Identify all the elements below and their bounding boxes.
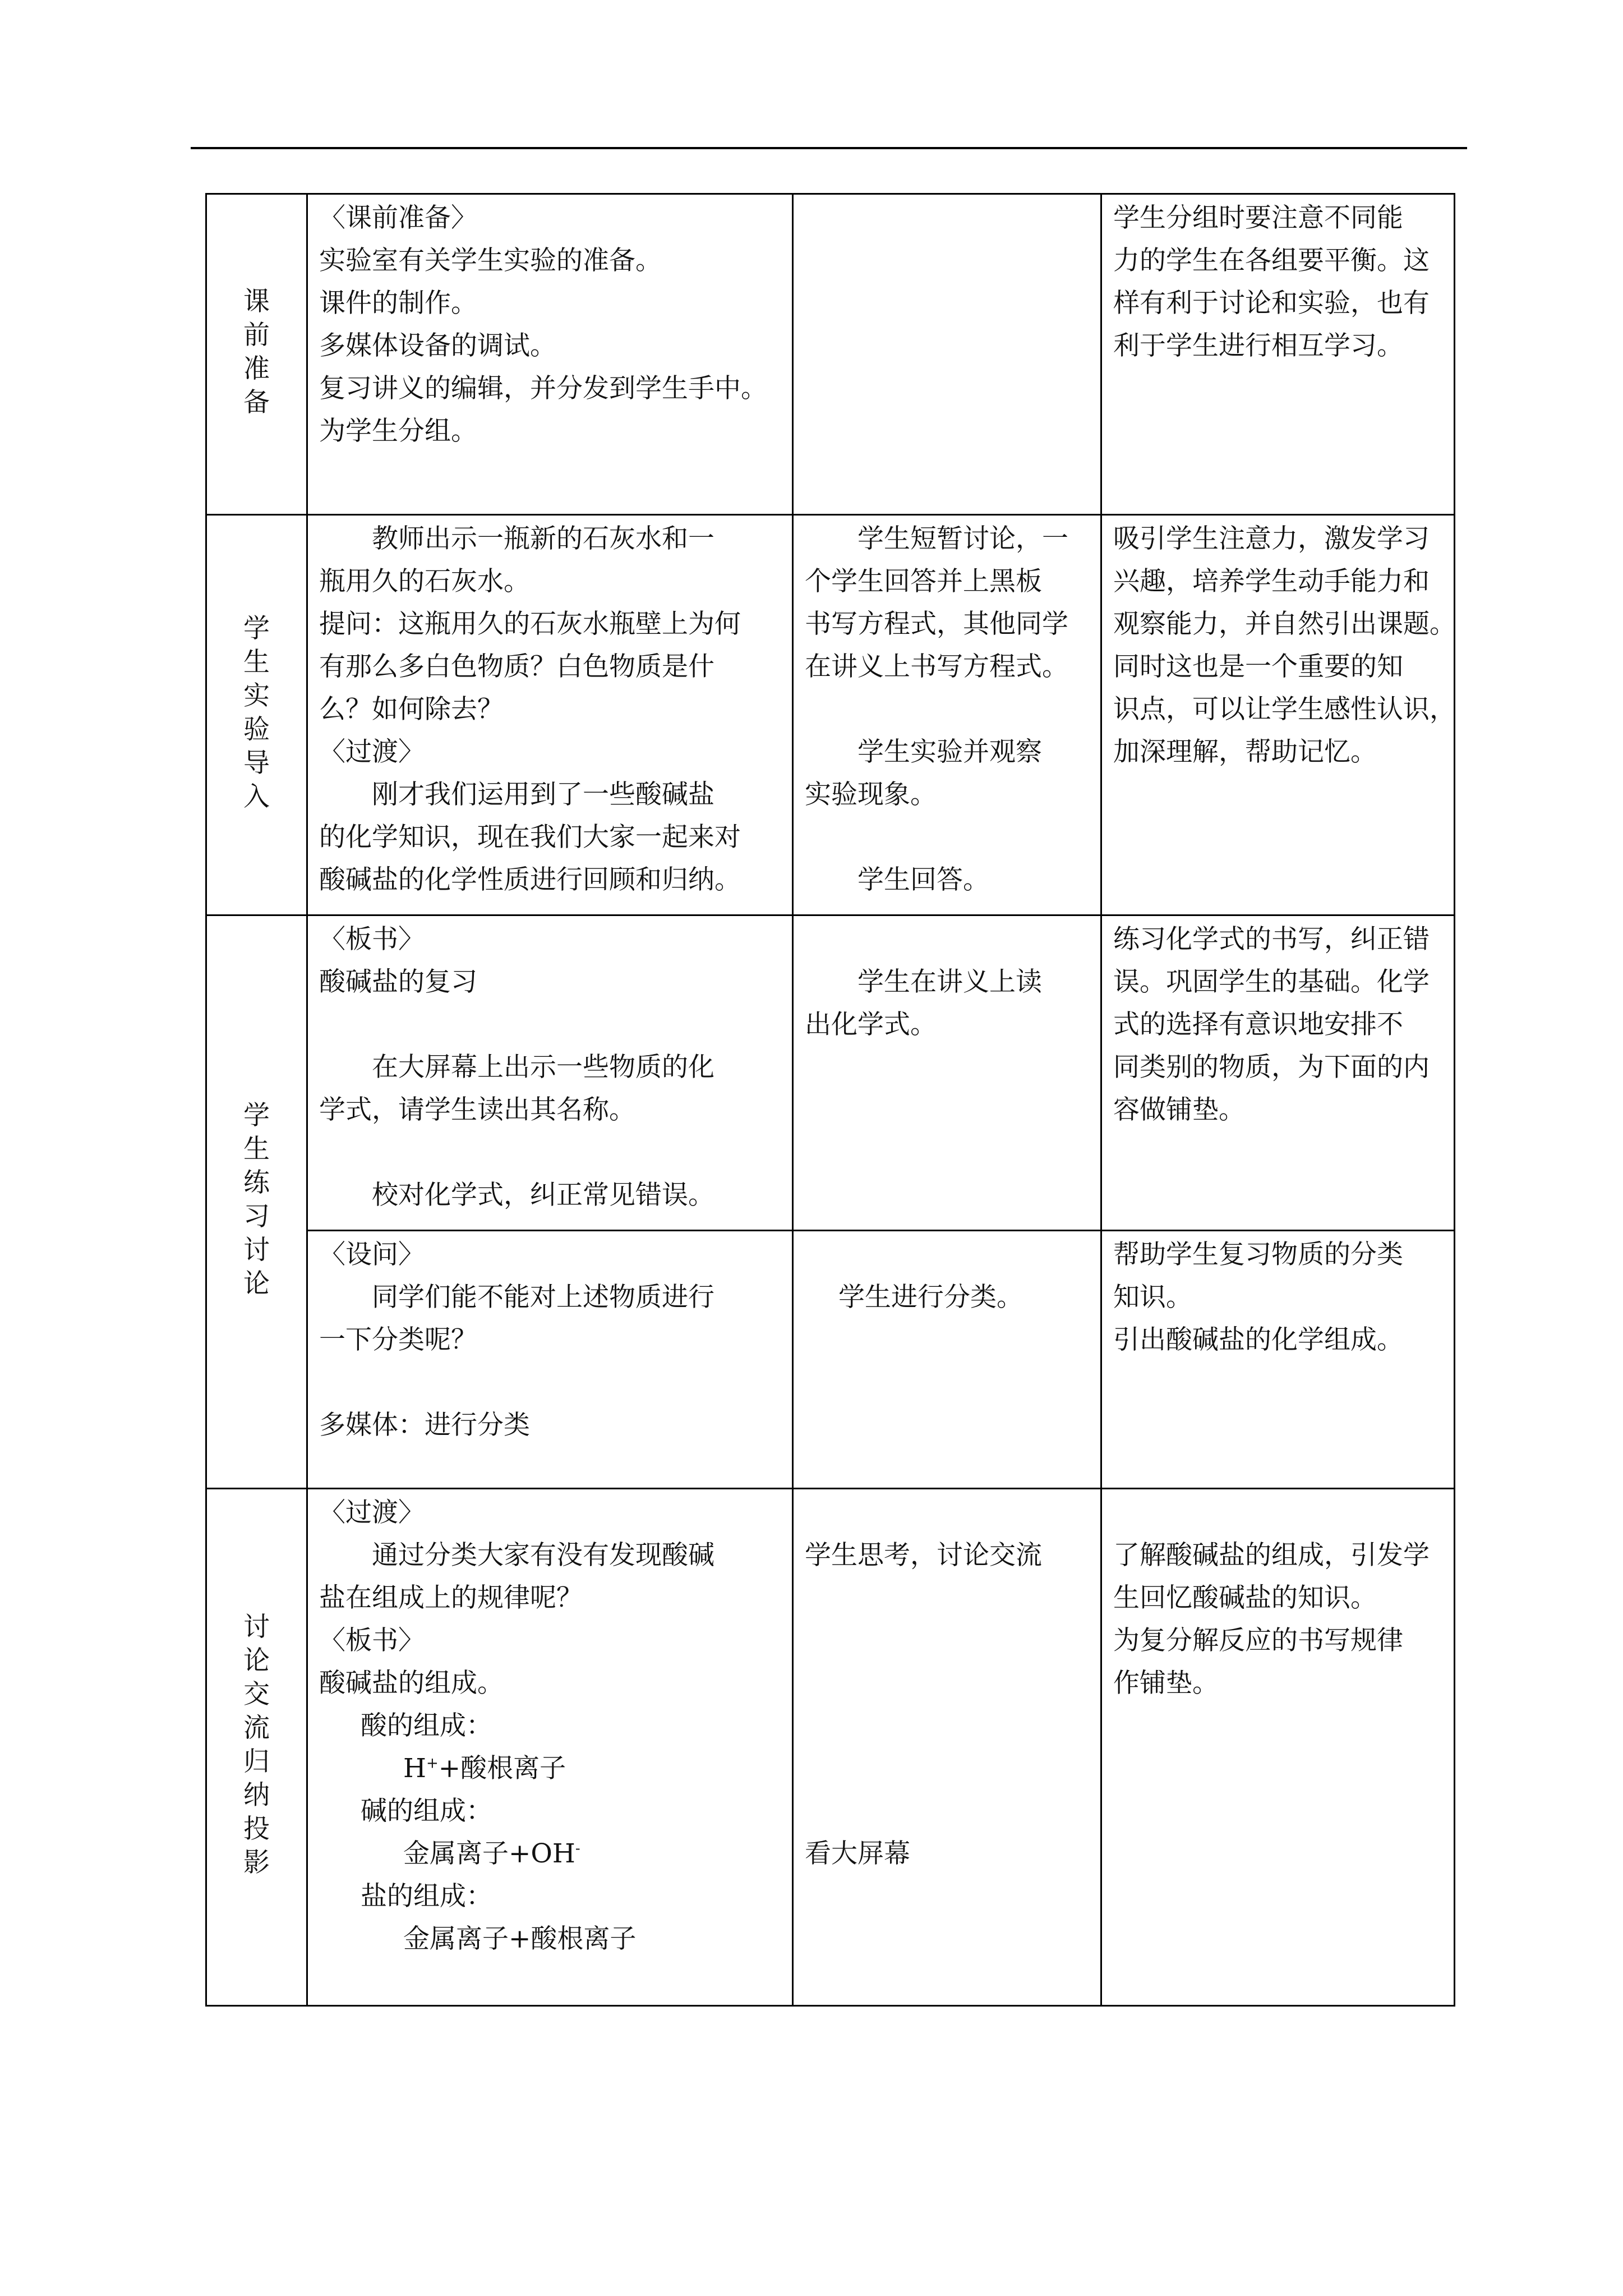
teacher-activity-cell xyxy=(307,1231,793,1489)
intent-text: 观察能力，并自然引出课题。 xyxy=(1113,609,1456,639)
spacer xyxy=(805,1790,1089,1833)
stage-cell xyxy=(206,1489,307,2006)
intent-text: 同时这也是一个重要的知 xyxy=(1113,651,1403,682)
intent-text: 容做铺垫。 xyxy=(1113,1094,1245,1125)
intent-text: 帮助学生复习物质的分类 xyxy=(1113,1239,1403,1270)
base-composition xyxy=(319,1833,781,1875)
stage-cell xyxy=(206,515,307,915)
teacher-activity-cell xyxy=(307,194,793,515)
stage-label: 学生练习 讨论 xyxy=(243,1099,278,1299)
teacher-text: 复习讲义的编辑，并分发到学生手中。 xyxy=(319,373,767,404)
teacher-text: 学式，请学生读出其名称。 xyxy=(319,1094,635,1125)
spacer xyxy=(805,816,1089,859)
teacher-text: +酸根离子 xyxy=(438,1753,566,1784)
teacher-text: 金属离子+OH xyxy=(403,1838,575,1869)
student-text: 学生进行分类。 xyxy=(838,1282,1023,1313)
teacher-text: 盐的组成： xyxy=(361,1881,492,1912)
teacher-text: 酸的组成： xyxy=(361,1710,492,1741)
intent-text: 为复分解反应的书写规律 xyxy=(1113,1625,1403,1656)
student-text: 学生回答。 xyxy=(857,864,989,895)
spacer xyxy=(805,918,1089,961)
teacher-text: 么？如何除去？ xyxy=(319,694,504,725)
teacher-text: 为学生分组。 xyxy=(319,416,477,447)
teacher-text: 酸碱盐的复习 xyxy=(319,967,477,997)
teacher-text: 酸碱盐的化学性质进行回顾和归纳。 xyxy=(319,864,741,895)
table-row xyxy=(206,1231,1455,1489)
intent-text: 生回忆酸碱盐的知识。 xyxy=(1113,1582,1377,1613)
teacher-text: 的化学知识，现在我们大家一起来对 xyxy=(319,822,741,853)
intent-text: 练习化学式的书写，纠正错 xyxy=(1113,924,1430,955)
table-row xyxy=(206,915,1455,1231)
stage-label: 学生实验 导入 xyxy=(243,613,278,812)
hydrogen-ion: H xyxy=(403,1753,426,1784)
teacher-text: 盐在组成上的规律呢？ xyxy=(319,1582,583,1613)
student-text: 学生实验并观察 xyxy=(857,737,1042,767)
teacher-text: 金属离子+酸根离子 xyxy=(403,1924,637,1954)
spacer xyxy=(1113,1492,1442,1534)
intent-text: 同类别的物质，为下面的内 xyxy=(1113,1052,1430,1083)
intent-text: 知识。 xyxy=(1113,1282,1192,1313)
student-text: 学生思考，讨论交流 xyxy=(805,1540,1042,1571)
intent-text: 误。巩固学生的基础。化学 xyxy=(1113,967,1430,997)
teacher-text: 〈板书〉 xyxy=(319,1625,425,1656)
student-text: 实验现象。 xyxy=(805,779,937,810)
student-text: 学生在讲义上读 xyxy=(857,967,1042,997)
student-text: 看大屏幕 xyxy=(805,1838,910,1869)
stage-label: 讨论 交流 归纳 投影 xyxy=(243,1611,278,1878)
teacher-text: 提问：这瓶用久的石灰水瓶壁上为何 xyxy=(319,609,741,639)
stage-cell xyxy=(206,915,307,1489)
design-intent-cell xyxy=(1101,915,1455,1231)
table-row xyxy=(206,194,1455,515)
teacher-text: 碱的组成： xyxy=(361,1796,492,1826)
teacher-text: 〈板书〉 xyxy=(319,924,425,955)
teacher-text: 多媒体设备的调试。 xyxy=(319,330,556,361)
table-row xyxy=(206,1489,1455,2006)
stage-label: 课前准备 xyxy=(243,286,270,418)
teacher-text: 〈过渡〉 xyxy=(319,1497,425,1528)
design-intent-cell xyxy=(1101,194,1455,515)
student-activity-cell xyxy=(793,194,1101,515)
student-activity-cell xyxy=(793,1231,1101,1489)
spacer xyxy=(805,1662,1089,1705)
student-text: 书写方程式，其他同学 xyxy=(805,609,1068,639)
spacer xyxy=(805,1619,1089,1662)
teacher-text: 同学们能不能对上述物质进行 xyxy=(372,1282,714,1313)
teacher-activity-cell xyxy=(307,515,793,915)
student-text: 学生短暂讨论，一 xyxy=(857,523,1068,554)
intent-text: 吸引学生注意力，激发学习 xyxy=(1113,523,1430,554)
spacer xyxy=(319,1131,781,1174)
intent-text: 样有利于讨论和实验，也有 xyxy=(1113,288,1430,319)
header-rule xyxy=(191,147,1467,149)
teacher-text: 实验室有关学生实验的准备。 xyxy=(319,245,662,276)
intent-text: 识点，可以让学生感性认识， xyxy=(1113,694,1456,725)
teacher-text: 课件的制作。 xyxy=(319,288,477,319)
teacher-activity-cell xyxy=(307,915,793,1231)
intent-text: 兴趣，培养学生动手能力和 xyxy=(1113,566,1430,597)
intent-text: 式的选择有意识地安排不 xyxy=(1113,1009,1403,1040)
charge-superscript: - xyxy=(575,1840,580,1857)
charge-superscript: + xyxy=(426,1755,439,1772)
design-intent-cell xyxy=(1101,1489,1455,2006)
student-activity-cell xyxy=(793,515,1101,915)
teacher-text: 酸碱盐的组成。 xyxy=(319,1668,504,1699)
spacer xyxy=(319,1361,781,1404)
intent-text: 学生分组时要注意不同能 xyxy=(1113,203,1403,233)
intent-text: 力的学生在各组要平衡。这 xyxy=(1113,245,1430,276)
spacer xyxy=(805,1747,1089,1790)
spacer xyxy=(805,1577,1089,1619)
student-text: 个学生回答并上黑板 xyxy=(805,566,1042,597)
teacher-text: 瓶用久的石灰水。 xyxy=(319,566,530,597)
teacher-text: 〈课前准备〉 xyxy=(319,203,477,233)
intent-text: 了解酸碱盐的组成，引发学 xyxy=(1113,1540,1430,1571)
intent-text: 作铺垫。 xyxy=(1113,1668,1219,1699)
teacher-text: 校对化学式，纠正常见错误。 xyxy=(372,1180,714,1211)
table-row xyxy=(206,515,1455,915)
design-intent-cell xyxy=(1101,1231,1455,1489)
student-activity-cell xyxy=(793,1489,1101,2006)
teacher-text: 〈设问〉 xyxy=(319,1239,425,1270)
spacer xyxy=(319,1004,781,1046)
teacher-text: 多媒体：进行分类 xyxy=(319,1410,530,1441)
teacher-text: 教师出示一瓶新的石灰水和一 xyxy=(372,523,714,554)
teacher-text: 在大屏幕上出示一些物质的化 xyxy=(372,1052,714,1083)
student-text: 出化学式。 xyxy=(805,1009,937,1040)
acid-composition xyxy=(319,1747,781,1790)
teacher-text: 通过分类大家有没有发现酸碱 xyxy=(372,1540,714,1571)
student-text: 在讲义上书写方程式。 xyxy=(805,651,1068,682)
design-intent-cell xyxy=(1101,515,1455,915)
spacer xyxy=(805,1705,1089,1747)
teacher-text: 一下分类呢？ xyxy=(319,1324,477,1355)
spacer xyxy=(805,1234,1089,1276)
intent-text: 加深理解，帮助记忆。 xyxy=(1113,737,1377,767)
teacher-text: 刚才我们运用到了一些酸碱盐 xyxy=(372,779,714,810)
intent-text: 利于学生进行相互学习。 xyxy=(1113,330,1403,361)
student-activity-cell xyxy=(793,915,1101,1231)
teacher-text: 〈过渡〉 xyxy=(319,737,425,767)
teacher-activity-cell xyxy=(307,1489,793,2006)
teacher-text: 有那么多白色物质？白色物质是什 xyxy=(319,651,714,682)
spacer xyxy=(805,688,1089,731)
intent-text: 引出酸碱盐的化学组成。 xyxy=(1113,1324,1403,1355)
spacer xyxy=(805,1492,1089,1534)
lesson-plan-table xyxy=(205,193,1455,2007)
stage-cell xyxy=(206,194,307,515)
